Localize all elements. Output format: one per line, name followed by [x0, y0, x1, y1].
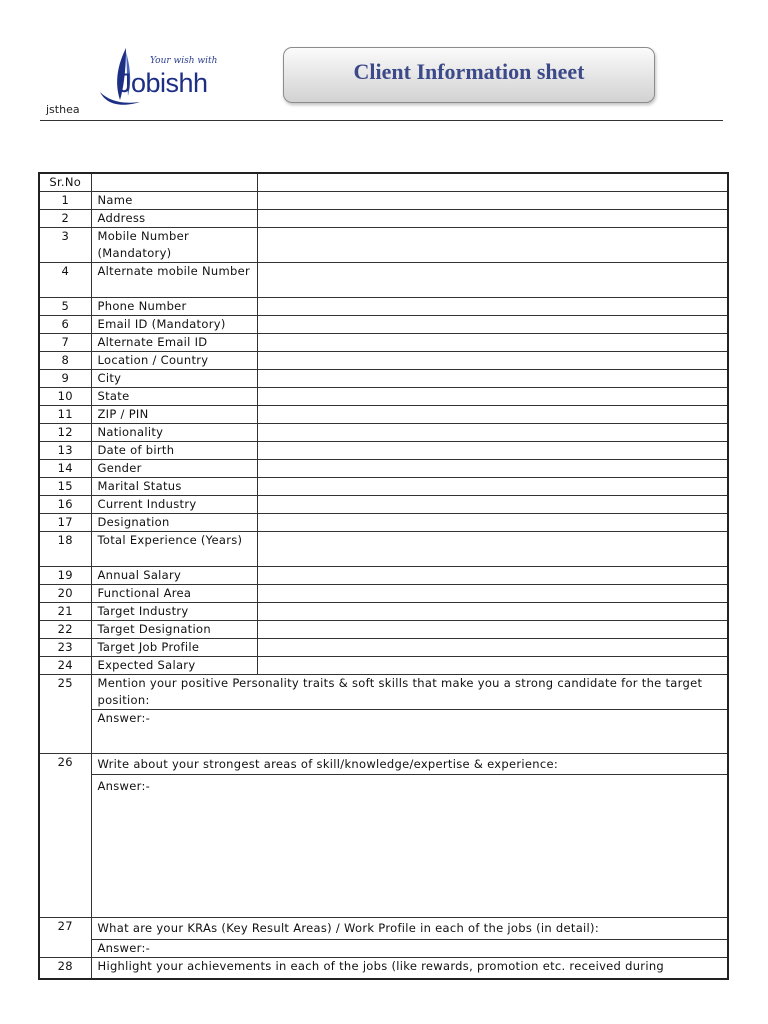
header-label-cell — [91, 173, 257, 192]
field-label: Mobile Number (Mandatory) — [91, 228, 257, 263]
row-number: 22 — [39, 621, 91, 639]
row-number: 21 — [39, 603, 91, 621]
row-number: 3 — [39, 228, 91, 263]
field-label: Designation — [91, 514, 257, 532]
row-number: 26 — [39, 754, 91, 918]
field-value[interactable] — [257, 657, 728, 675]
question-row — [39, 675, 728, 710]
field-label: Target Designation — [91, 621, 257, 639]
field-value[interactable] — [257, 478, 728, 496]
field-value[interactable] — [257, 388, 728, 406]
field-label: Target Job Profile — [91, 639, 257, 657]
row-number: 6 — [39, 316, 91, 334]
page-title: Client Information sheet — [353, 59, 585, 84]
table-row — [39, 621, 728, 639]
row-number: 12 — [39, 424, 91, 442]
row-number: 25 — [39, 675, 91, 754]
table-row — [39, 263, 728, 298]
question-row — [39, 918, 728, 940]
field-label: Alternate mobile Number — [91, 263, 257, 298]
field-value[interactable] — [257, 228, 728, 263]
question-text: What are your KRAs (Key Result Areas) / Work Profile in each of the jobs (in detail): — [91, 918, 728, 940]
field-label: Email ID (Mandatory) — [91, 316, 257, 334]
row-number: 18 — [39, 532, 91, 567]
table-row — [39, 316, 728, 334]
field-label: Total Experience (Years) — [91, 532, 257, 567]
table-row — [39, 352, 728, 370]
field-label: Marital Status — [91, 478, 257, 496]
table-row — [39, 388, 728, 406]
field-value[interactable] — [257, 621, 728, 639]
field-label: Address — [91, 210, 257, 228]
logo-tagline: Your wish with — [150, 56, 218, 66]
question-text: Highlight your achievements in each of the jobs (like rewards, promotion etc. received during — [91, 958, 728, 980]
field-value[interactable] — [257, 263, 728, 298]
field-label: Alternate Email ID — [91, 334, 257, 352]
table-row — [39, 514, 728, 532]
field-label: Name — [91, 192, 257, 210]
title-banner — [283, 47, 655, 103]
question-text: Mention your positive Personality traits & soft skills that make you a strong candidate for the target position: — [91, 675, 728, 710]
row-number: 11 — [39, 406, 91, 424]
field-label: Functional Area — [91, 585, 257, 603]
author-label: jsthea — [46, 103, 80, 116]
field-value[interactable] — [257, 496, 728, 514]
field-value[interactable] — [257, 352, 728, 370]
answer-row — [39, 775, 728, 918]
field-label: Annual Salary — [91, 567, 257, 585]
field-label: ZIP / PIN — [91, 406, 257, 424]
field-value[interactable] — [257, 334, 728, 352]
field-value[interactable] — [257, 567, 728, 585]
field-label: Date of birth — [91, 442, 257, 460]
field-value[interactable] — [257, 370, 728, 388]
header-sr-no: Sr.No — [39, 173, 91, 192]
field-label: Location / Country — [91, 352, 257, 370]
field-value[interactable] — [257, 192, 728, 210]
row-number: 1 — [39, 192, 91, 210]
answer-row — [39, 940, 728, 958]
table-row — [39, 228, 728, 263]
field-value[interactable] — [257, 406, 728, 424]
field-label: Expected Salary — [91, 657, 257, 675]
field-label: Phone Number — [91, 298, 257, 316]
answer-field[interactable]: Answer:- — [91, 775, 728, 918]
table-row — [39, 460, 728, 478]
field-value[interactable] — [257, 442, 728, 460]
row-number: 10 — [39, 388, 91, 406]
table-row — [39, 496, 728, 514]
field-value[interactable] — [257, 585, 728, 603]
table-row — [39, 585, 728, 603]
row-number: 5 — [39, 298, 91, 316]
field-value[interactable] — [257, 639, 728, 657]
table-row — [39, 210, 728, 228]
row-number: 8 — [39, 352, 91, 370]
field-label: State — [91, 388, 257, 406]
field-label: City — [91, 370, 257, 388]
answer-field[interactable]: Answer:- — [91, 710, 728, 754]
header-divider — [40, 120, 723, 121]
field-value[interactable] — [257, 532, 728, 567]
field-label: Gender — [91, 460, 257, 478]
table-row — [39, 298, 728, 316]
field-value[interactable] — [257, 316, 728, 334]
table-row — [39, 424, 728, 442]
row-number: 13 — [39, 442, 91, 460]
table-row — [39, 406, 728, 424]
row-number: 27 — [39, 918, 91, 958]
client-info-table — [38, 172, 729, 980]
table-row — [39, 334, 728, 352]
row-number: 9 — [39, 370, 91, 388]
table-header-row — [39, 173, 728, 192]
row-number: 19 — [39, 567, 91, 585]
table-row — [39, 603, 728, 621]
logo-wordmark: Jobishh — [118, 68, 208, 98]
field-label: Nationality — [91, 424, 257, 442]
row-number: 15 — [39, 478, 91, 496]
row-number: 16 — [39, 496, 91, 514]
field-value[interactable] — [257, 424, 728, 442]
row-number: 20 — [39, 585, 91, 603]
row-number: 7 — [39, 334, 91, 352]
table-row — [39, 657, 728, 675]
row-number: 2 — [39, 210, 91, 228]
field-value[interactable] — [257, 210, 728, 228]
table-row — [39, 442, 728, 460]
row-number: 4 — [39, 263, 91, 298]
field-label: Target Industry — [91, 603, 257, 621]
question-row — [39, 958, 728, 980]
header-value-cell — [257, 173, 728, 192]
question-row — [39, 754, 728, 775]
table-row — [39, 478, 728, 496]
table-row — [39, 639, 728, 657]
row-number: 14 — [39, 460, 91, 478]
table-row — [39, 192, 728, 210]
answer-row — [39, 710, 728, 754]
field-label: Current Industry — [91, 496, 257, 514]
answer-field[interactable]: Answer:- — [91, 940, 728, 958]
table-row — [39, 532, 728, 567]
question-text: Write about your strongest areas of skill/knowledge/expertise & experience: — [91, 754, 728, 775]
field-value[interactable] — [257, 460, 728, 478]
row-number: 17 — [39, 514, 91, 532]
table-row — [39, 370, 728, 388]
row-number: 24 — [39, 657, 91, 675]
table-row — [39, 567, 728, 585]
field-value[interactable] — [257, 298, 728, 316]
row-number: 23 — [39, 639, 91, 657]
row-number: 28 — [39, 958, 91, 980]
field-value[interactable] — [257, 603, 728, 621]
field-value[interactable] — [257, 514, 728, 532]
